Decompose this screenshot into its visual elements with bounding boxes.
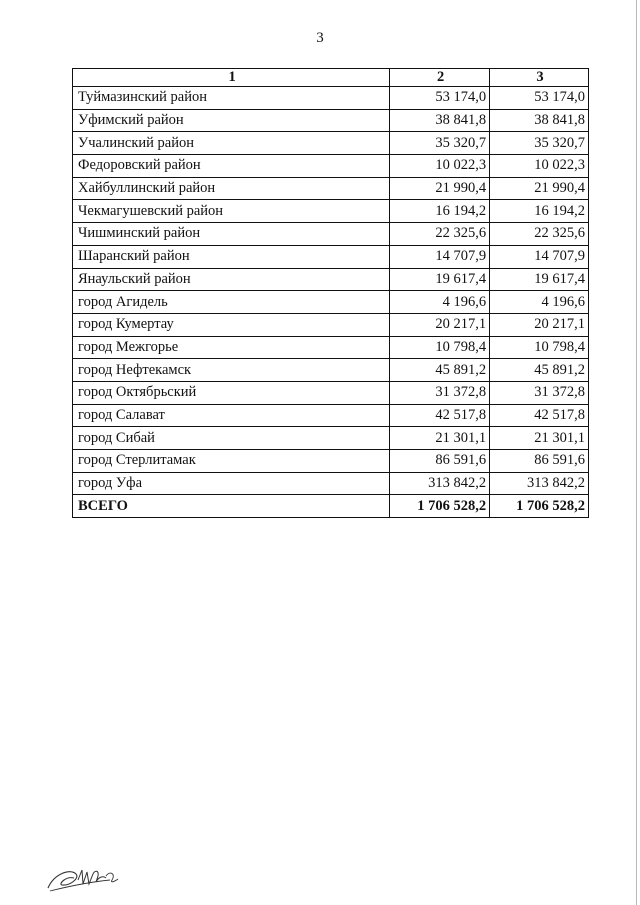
table-row (73, 336, 589, 359)
value-col2: 19 617,4 (390, 268, 490, 291)
column-header-2: 2 (390, 69, 490, 87)
total-value-col2: 1 706 528,2 (390, 495, 490, 518)
value-col3: 35 320,7 (490, 132, 589, 155)
table-row (73, 223, 589, 246)
value-col2: 20 217,1 (390, 313, 490, 336)
value-col3: 21 990,4 (490, 177, 589, 200)
value-col3: 14 707,9 (490, 245, 589, 268)
value-col3: 22 325,6 (490, 223, 589, 246)
value-col3: 45 891,2 (490, 359, 589, 382)
table-row (73, 87, 589, 110)
value-col3: 10 022,3 (490, 155, 589, 178)
value-col3: 42 517,8 (490, 404, 589, 427)
region-name: город Уфа (73, 472, 390, 495)
table-row (73, 472, 589, 495)
region-name: город Салават (73, 404, 390, 427)
value-col2: 86 591,6 (390, 450, 490, 473)
value-col3: 10 798,4 (490, 336, 589, 359)
table-row (73, 381, 589, 404)
budget-table (72, 68, 589, 518)
table-row (73, 427, 589, 450)
region-name: город Агидель (73, 291, 390, 314)
value-col2: 35 320,7 (390, 132, 490, 155)
total-row (73, 495, 589, 518)
value-col3: 21 301,1 (490, 427, 589, 450)
value-col2: 10 022,3 (390, 155, 490, 178)
region-name: город Стерлитамак (73, 450, 390, 473)
value-col2: 45 891,2 (390, 359, 490, 382)
table-row (73, 268, 589, 291)
page-edge (636, 0, 637, 905)
value-col2: 16 194,2 (390, 200, 490, 223)
table-row (73, 200, 589, 223)
value-col2: 38 841,8 (390, 109, 490, 132)
value-col2: 22 325,6 (390, 223, 490, 246)
column-header-1: 1 (73, 69, 390, 87)
value-col3: 313 842,2 (490, 472, 589, 495)
region-name: город Межгорье (73, 336, 390, 359)
table-row (73, 245, 589, 268)
table-header-row (73, 69, 589, 87)
value-col3: 86 591,6 (490, 450, 589, 473)
table-row (73, 291, 589, 314)
region-name: Федоровский район (73, 155, 390, 178)
value-col3: 4 196,6 (490, 291, 589, 314)
table-row (73, 359, 589, 382)
table-row (73, 313, 589, 336)
total-value-col3: 1 706 528,2 (490, 495, 589, 518)
value-col2: 4 196,6 (390, 291, 490, 314)
region-name: город Сибай (73, 427, 390, 450)
table-row (73, 177, 589, 200)
table-row (73, 132, 589, 155)
value-col2: 53 174,0 (390, 87, 490, 110)
value-col2: 31 372,8 (390, 381, 490, 404)
value-col2: 14 707,9 (390, 245, 490, 268)
value-col3: 53 174,0 (490, 87, 589, 110)
value-col2: 21 301,1 (390, 427, 490, 450)
total-label: ВСЕГО (73, 495, 390, 518)
region-name: город Нефтекамск (73, 359, 390, 382)
table-row (73, 404, 589, 427)
region-name: Учалинский район (73, 132, 390, 155)
value-col2: 10 798,4 (390, 336, 490, 359)
value-col3: 16 194,2 (490, 200, 589, 223)
region-name: Чекмагушевский район (73, 200, 390, 223)
value-col3: 19 617,4 (490, 268, 589, 291)
value-col2: 21 990,4 (390, 177, 490, 200)
region-name: город Кумертау (73, 313, 390, 336)
region-name: Туймазинский район (73, 87, 390, 110)
value-col2: 313 842,2 (390, 472, 490, 495)
value-col3: 31 372,8 (490, 381, 589, 404)
region-name: Чишминский район (73, 223, 390, 246)
table-body (73, 87, 589, 495)
region-name: Хайбуллинский район (73, 177, 390, 200)
value-col2: 42 517,8 (390, 404, 490, 427)
page-number: 3 (316, 30, 324, 46)
table-row (73, 155, 589, 178)
column-header-3: 3 (490, 69, 589, 87)
region-name: Уфимский район (73, 109, 390, 132)
table-row (73, 450, 589, 473)
region-name: город Октябрьский (73, 381, 390, 404)
region-name: Янаульский район (73, 268, 390, 291)
signature-icon (40, 858, 140, 898)
value-col3: 20 217,1 (490, 313, 589, 336)
region-name: Шаранский район (73, 245, 390, 268)
table-row (73, 109, 589, 132)
value-col3: 38 841,8 (490, 109, 589, 132)
